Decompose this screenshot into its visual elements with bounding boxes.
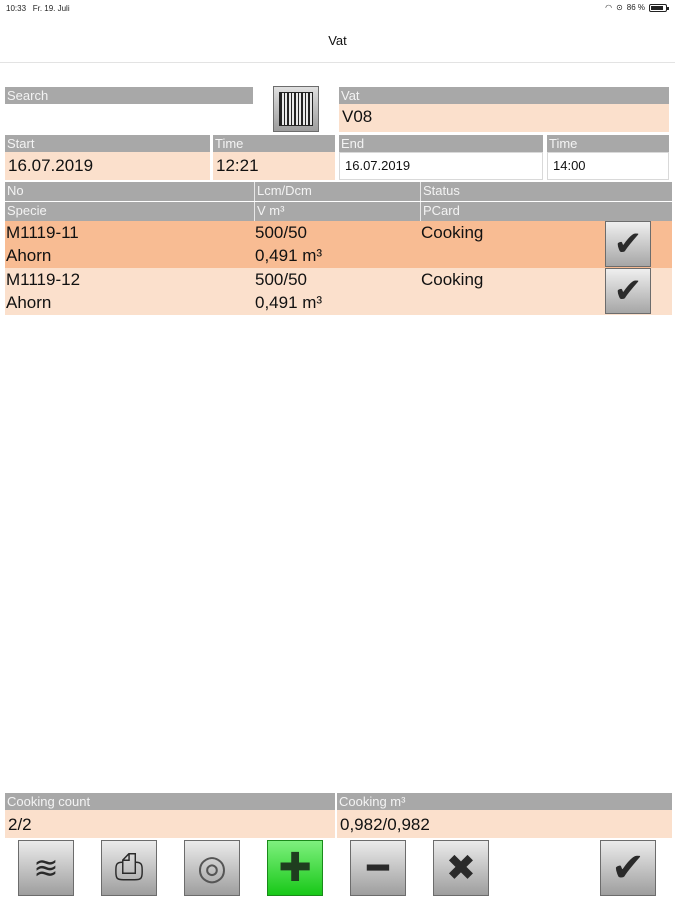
remove-icon: ━ bbox=[367, 847, 389, 889]
row-volume: 0,491 m³ bbox=[255, 293, 323, 312]
delete-button[interactable] bbox=[433, 840, 489, 896]
row-no: M1119-11 bbox=[6, 223, 79, 242]
battery-icon bbox=[649, 4, 667, 12]
row-specie: Ahorn bbox=[6, 246, 52, 265]
cooking-count-label: Cooking count bbox=[5, 793, 335, 810]
column-header-volume: V m³ bbox=[254, 202, 419, 221]
cooking-m3-value: 0,982/0,982 bbox=[337, 810, 672, 838]
checkmark-icon: ✔ bbox=[613, 271, 643, 311]
barcode-icon bbox=[279, 92, 313, 126]
scan-print-button[interactable] bbox=[184, 840, 240, 896]
pcard-check-button[interactable] bbox=[605, 268, 651, 314]
pcard-check-button[interactable] bbox=[605, 221, 651, 267]
cooking-count-value: 2/2 bbox=[5, 810, 335, 838]
status-bar-indicators bbox=[605, 3, 667, 12]
checkmark-icon: ✔ bbox=[613, 224, 643, 264]
end-time-label: Time bbox=[547, 135, 669, 152]
search-input[interactable] bbox=[5, 104, 253, 132]
column-header-pcard: PCard bbox=[420, 202, 672, 221]
row-volume: 0,491 m³ bbox=[255, 246, 323, 265]
cooking-m3-label: Cooking m³ bbox=[337, 793, 672, 810]
end-time-field[interactable]: 14:00 bbox=[547, 152, 669, 180]
vat-field[interactable]: V08 bbox=[339, 104, 669, 132]
barcode-scan-button[interactable] bbox=[273, 86, 319, 132]
vat-label: Vat bbox=[339, 87, 669, 104]
start-time-label: Time bbox=[213, 135, 335, 152]
status-bar-clock bbox=[6, 4, 70, 13]
remove-button[interactable] bbox=[350, 840, 406, 896]
delete-icon: ✖ bbox=[445, 847, 477, 889]
add-icon: ✚ bbox=[278, 845, 312, 891]
confirm-icon: ✔ bbox=[611, 845, 645, 891]
column-header-specie: Specie bbox=[7, 203, 47, 218]
row-status: Cooking bbox=[421, 270, 484, 289]
table-row[interactable] bbox=[5, 221, 672, 268]
search-label: Search bbox=[5, 87, 253, 104]
add-button[interactable] bbox=[267, 840, 323, 896]
confirm-button[interactable] bbox=[600, 840, 656, 896]
row-specie: Ahorn bbox=[6, 293, 52, 312]
wifi-icon: ◠ bbox=[605, 3, 613, 12]
table-row[interactable] bbox=[5, 268, 672, 315]
row-no: M1119-12 bbox=[6, 270, 81, 289]
end-date-field[interactable]: 16.07.2019 bbox=[339, 152, 543, 180]
start-date-field[interactable]: 16.07.2019 bbox=[5, 152, 210, 180]
row-lcm-dcm: 500/50 bbox=[255, 223, 307, 242]
vat-water-button[interactable] bbox=[18, 840, 74, 896]
end-label: End bbox=[339, 135, 543, 152]
scan-print-icon: ◎ bbox=[197, 848, 227, 888]
page-title: Vat bbox=[328, 33, 347, 48]
row-lcm-dcm: 500/50 bbox=[255, 270, 307, 289]
battery-percent: 86 % bbox=[626, 3, 645, 12]
column-header-no: No bbox=[7, 183, 24, 198]
start-label: Start bbox=[5, 135, 210, 152]
status-date: Fr. 19. Juli bbox=[32, 4, 70, 13]
printer-icon: ⎙ bbox=[114, 847, 144, 888]
status-time: 10:33 bbox=[6, 4, 27, 13]
location-icon: ⊙ bbox=[616, 3, 623, 12]
column-header-lcm-dcm: Lcm/Dcm bbox=[254, 182, 419, 201]
column-header-status: Status bbox=[420, 182, 672, 201]
nav-divider bbox=[0, 62, 675, 63]
print-button[interactable] bbox=[101, 840, 157, 896]
vat-water-icon: ≋ bbox=[33, 850, 59, 886]
start-time-field[interactable]: 12:21 bbox=[213, 152, 335, 180]
row-status: Cooking bbox=[421, 223, 484, 242]
